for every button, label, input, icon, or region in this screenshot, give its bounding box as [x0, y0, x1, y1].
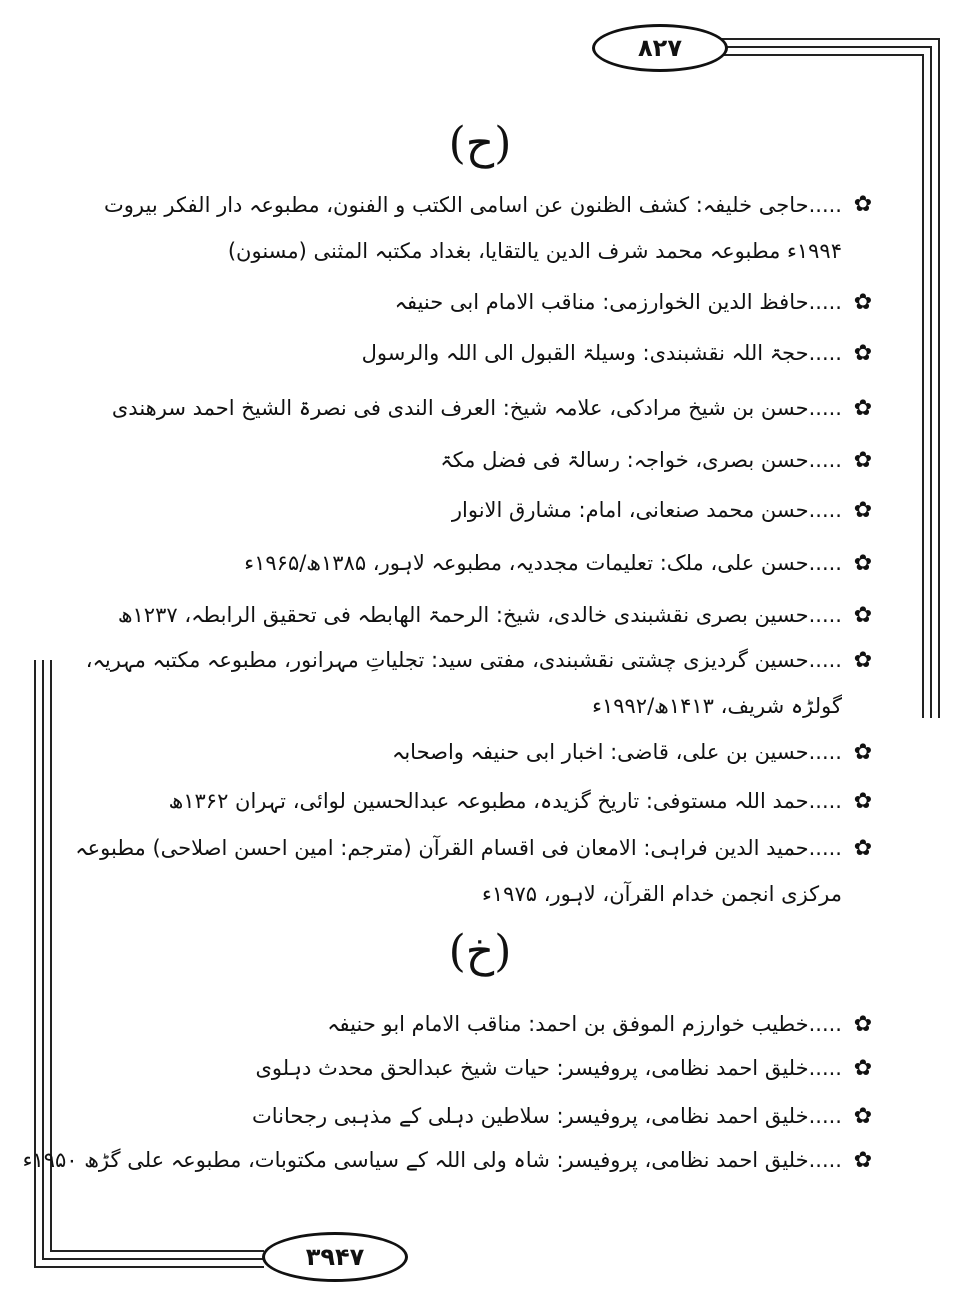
- bullet-icon: ✿: [853, 448, 873, 473]
- bibliography-entry: .....خطیب خوارزم الموفق بن احمد: مناقب الامام ابو حنیفہ: [327, 1012, 842, 1036]
- bibliography-entry: .....حجۃ اللہ نقشبندی: وسیلۃ القبول الی اللہ والرسول: [361, 341, 842, 365]
- section-heading-kha: (خ): [448, 926, 512, 977]
- bullet-icon: ✿: [853, 1148, 873, 1173]
- bibliography-entry: .....حسن علی، ملک: تعلیمات مجددیہ، مطبوعہ لاہور، ۱۳۸۵ھ/۱۹۶۵ء: [244, 551, 842, 575]
- bullet-icon: ✿: [853, 341, 873, 366]
- bibliography-entry: .....حسن محمد صنعانی، امام: مشارق الانوار: [451, 498, 842, 522]
- leader-dots: .....: [808, 551, 842, 575]
- frame-line-top-1: [720, 38, 938, 40]
- page-number-top: [592, 24, 728, 72]
- bibliography-entry: .....حمید الدین فراہی: الامعان فی اقسام القرآن (مترجم: امین احسن اصلاحی) مطبوعہ مرکزی انجمن خدام القرآن، لاہور، ۱۹۷۵ء: [75, 836, 842, 906]
- page-number-bottom: [262, 1232, 408, 1282]
- bibliography-entry: .....حسن بن شیخ مرادکی، علامہ شیخ: العرف الندی فی نصرۃ الشیخ احمد سرھندی: [111, 396, 842, 420]
- bibliography-entry: .....حسین بصری نقشبندی خالدی، شیخ: الرحمۃ الھابطہ فی تحقیق الرابطہ، ۱۲۳۷ھ: [117, 603, 842, 627]
- frame-line-bottom-2: [42, 1258, 264, 1260]
- bibliography-entry: .....حسین گردیزی چشتی نقشبندی، مفتی سید: تجلیاتِ مہرانور، مطبوعہ مکتبہ مہریہ، گولڑہ شریف، ۱۴۱۳ھ/۱۹۹۲ء: [85, 648, 842, 718]
- frame-line-bottom-3: [50, 1250, 264, 1252]
- leader-dots: .....: [808, 836, 842, 860]
- leader-dots: .....: [808, 498, 842, 522]
- leader-dots: .....: [808, 1012, 842, 1036]
- frame-line-top-3: [720, 54, 922, 56]
- bullet-icon: ✿: [853, 290, 873, 315]
- leader-dots: .....: [808, 1056, 842, 1080]
- bullet-icon: ✿: [853, 1012, 873, 1037]
- bullet-icon: ✿: [853, 740, 873, 765]
- bullet-icon: ✿: [853, 1104, 873, 1129]
- frame-line-top-2: [720, 46, 930, 48]
- leader-dots: .....: [808, 740, 842, 764]
- bibliography-entry: .....حسن بصری، خواجہ: رسالۃ فی فضل مکۃ: [440, 448, 842, 472]
- bullet-icon: ✿: [853, 836, 873, 861]
- bibliography-entry: .....خلیق احمد نظامی، پروفیسر: شاہ ولی اللہ کے سیاسی مکتوبات، مطبوعہ علی گڑھ ۱۹۵۰ء: [22, 1148, 842, 1172]
- page-number-top-text: ۸۲۷: [638, 34, 682, 62]
- leader-dots: .....: [808, 1104, 842, 1128]
- bullet-icon: ✿: [853, 192, 873, 217]
- bullet-icon: ✿: [853, 396, 873, 421]
- bibliography-entry: .....حافظ الدین الخوارزمی: مناقب الامام ابی حنیفہ: [394, 290, 842, 314]
- leader-dots: .....: [808, 341, 842, 365]
- leader-dots: .....: [808, 193, 842, 217]
- leader-dots: .....: [808, 603, 842, 627]
- leader-dots: .....: [808, 648, 842, 672]
- bullet-icon: ✿: [853, 789, 873, 814]
- section-heading-ha: (ح): [448, 118, 512, 169]
- bibliography-entry: .....حسین بن علی، قاضی: اخبار ابی حنیفہ واصحابہ: [392, 740, 842, 764]
- bullet-icon: ✿: [853, 1056, 873, 1081]
- leader-dots: .....: [808, 1148, 842, 1172]
- bullet-icon: ✿: [853, 551, 873, 576]
- leader-dots: .....: [808, 448, 842, 472]
- page-number-bottom-text: ۳۹۴۷: [305, 1243, 365, 1271]
- bibliography-entry: .....خلیق احمد نظامی، پروفیسر: حیات شیخ عبدالحق محدث دہلوی: [255, 1056, 842, 1080]
- bullet-icon: ✿: [853, 648, 873, 673]
- bullet-icon: ✿: [853, 498, 873, 523]
- bullet-icon: ✿: [853, 603, 873, 628]
- bibliography-entry: .....حمد اللہ مستوفی: تاریخ گزیدہ، مطبوعہ عبدالحسین لوائی، تہران ۱۳۶۲ھ: [168, 789, 842, 813]
- bibliography-entry: .....حاجی خلیفہ: کشف الظنون عن اسامی الکتب و الفنون، مطبوعہ دار الفکر بیروت ۱۹۹۴ء مطبوعہ محمد شرف الدین یالتقایا، بغداد مکتبہ المثنی (مسنون): [104, 193, 842, 263]
- leader-dots: .....: [808, 396, 842, 420]
- frame-line-bottom-1: [34, 1266, 264, 1268]
- leader-dots: .....: [808, 290, 842, 314]
- bibliography-entry: .....خلیق احمد نظامی، پروفیسر: سلاطین دہلی کے مذہبی رجحانات: [252, 1104, 842, 1128]
- leader-dots: .....: [808, 789, 842, 813]
